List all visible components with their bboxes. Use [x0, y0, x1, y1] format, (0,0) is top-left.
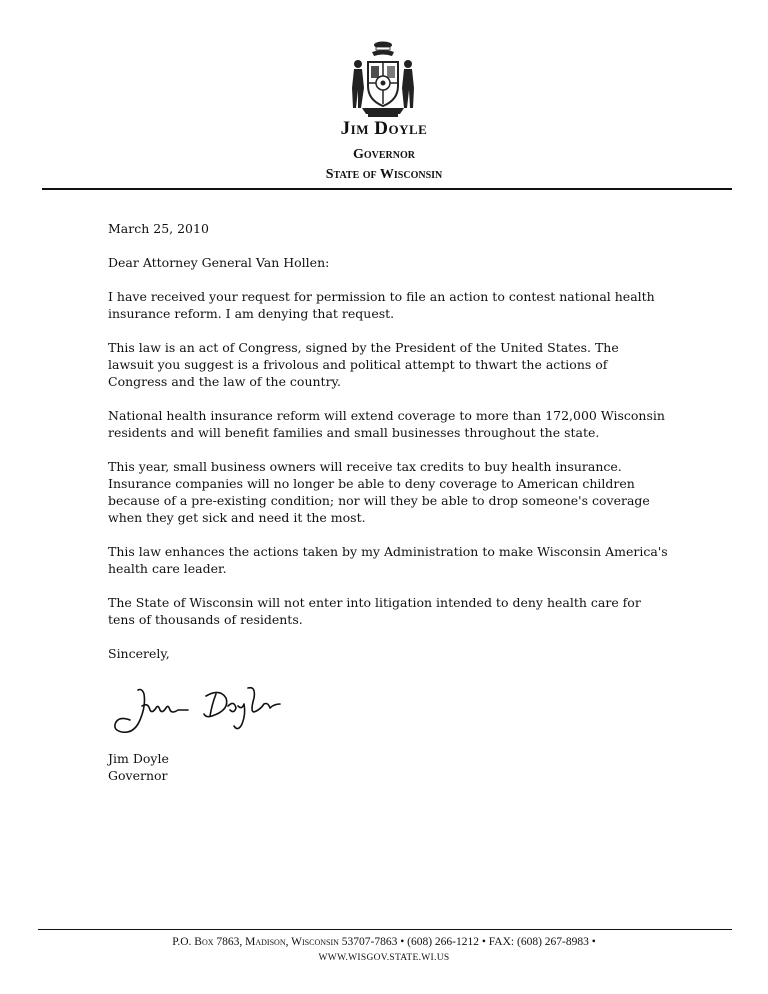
letter-salutation: Dear Attorney General Van Hollen:	[108, 255, 330, 270]
letter-paragraph: This law enhances the actions taken by my Administration to make Wisconsin America's health care leader.	[108, 544, 668, 576]
letter-closing: Sincerely,	[108, 646, 170, 661]
signature-image	[108, 680, 298, 744]
footer-url[interactable]: WWW.WISGOV.STATE.WI.US	[318, 953, 450, 963]
letterhead-divider	[42, 188, 732, 190]
letter-paragraph: The State of Wisconsin will not enter into litigation intended to deny health care for tens of thousands of residents.	[108, 595, 641, 627]
letter-paragraph: National health insurance reform will extend coverage to more than 172,000 Wisconsin residents and will benefit families and small businesses throughout the state.	[108, 408, 665, 440]
footer-address: P.O. Box 7863, Madison, Wisconsin 53707-7863 • (608) 266-1212 • FAX: (608) 267-8983 •	[172, 936, 596, 948]
signer-block	[108, 750, 169, 784]
footer-divider	[38, 929, 732, 930]
letter-paragraph: This year, small business owners will receive tax credits to buy health insurance. Insurance companies will no longer be able to deny coverage to American children because of a pre-existing condition; nor will they be able to drop someone's coverage when they get sick and need it the most.	[108, 459, 650, 525]
letter-date: March 25, 2010	[108, 221, 209, 236]
letter-paragraph: I have received your request for permission to file an action to contest national health insurance reform. I am denying that request.	[108, 289, 655, 321]
letterhead-state: State of Wisconsin	[325, 167, 443, 182]
signer-title: Governor	[108, 768, 168, 783]
wisconsin-state-seal-icon	[346, 38, 420, 118]
letter-body	[108, 220, 668, 679]
letter-paragraph: This law is an act of Congress, signed by the President of the United States. The lawsuit you suggest is a frivolous and political attempt to thwart the actions of Congress and the law of the country.	[108, 340, 619, 389]
letterhead-title: Governor	[352, 147, 415, 162]
letterhead-name: Jim Doyle	[340, 118, 428, 139]
signer-name: Jim Doyle	[108, 751, 169, 766]
